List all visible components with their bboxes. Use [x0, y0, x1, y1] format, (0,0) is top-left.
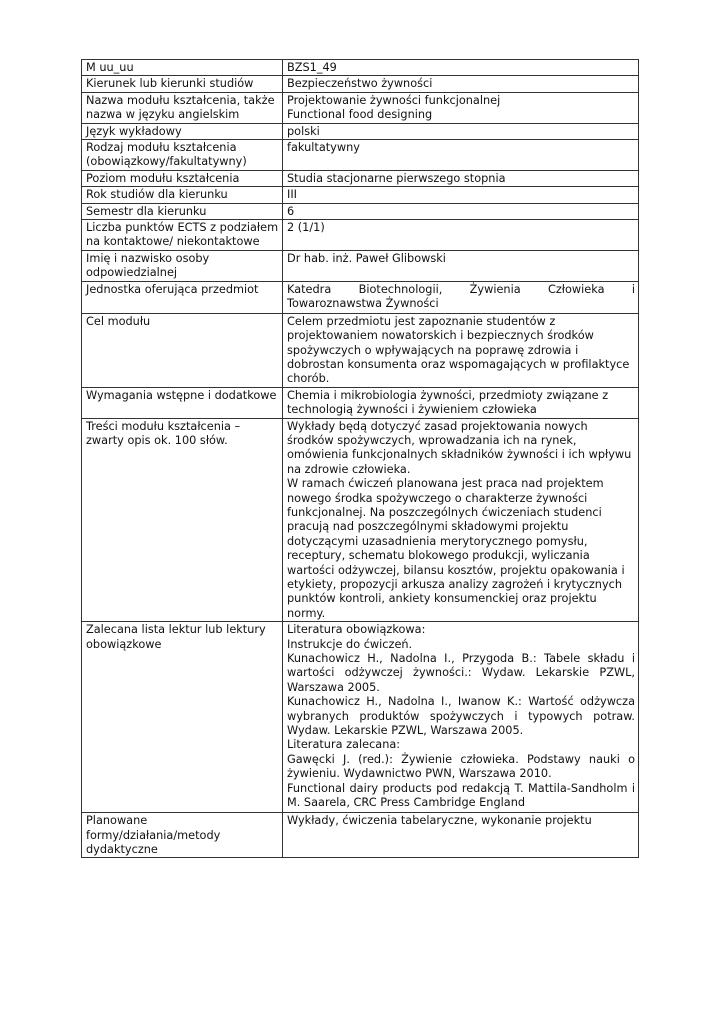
row-label: M uu_uu [82, 60, 283, 76]
row-value [283, 220, 639, 251]
table-row [82, 60, 639, 76]
table-row [82, 313, 639, 387]
table-row [82, 418, 639, 622]
table-row [82, 187, 639, 203]
syllabus-table [81, 59, 639, 858]
row-value [283, 170, 639, 186]
table-row [82, 387, 639, 418]
value-line: Bezpieczeństwo żywności [287, 77, 433, 91]
course-syllabus [81, 59, 639, 858]
row-value [283, 76, 639, 92]
row-label: Rok studiów dla kierunku [82, 187, 283, 203]
value-line: Literatura zalecana: [287, 738, 401, 752]
row-value [283, 313, 639, 387]
table-row [82, 281, 639, 313]
row-label: Treści modułu kształcenia – zwarty opis ok. 100 słów. [82, 418, 283, 622]
row-value [283, 250, 639, 281]
row-label: Zalecana lista lektur lub lektury obowiązkowe [82, 622, 283, 813]
row-label: Rodzaj modułu kształcenia (obowiązkowy/fakultatywny) [82, 140, 283, 171]
row-value [283, 387, 639, 418]
value-line: Katedra Biotechnologii, Żywienia Człowieka i Towaroznawstwa Żywności [287, 282, 635, 311]
row-value [283, 140, 639, 171]
row-value [283, 418, 639, 622]
row-label: Imię i nazwisko osoby odpowiedzialnej [82, 250, 283, 281]
row-label: Nazwa modułu kształcenia, także nazwa w języku angielskim [82, 92, 283, 123]
row-label: Semestr dla kierunku [82, 203, 283, 219]
value-line: 2 (1/1) [287, 221, 325, 235]
value-line: Functional food designing [287, 108, 433, 122]
value-line: BZS1_49 [287, 61, 337, 74]
table-row [82, 92, 639, 123]
table-row [82, 123, 639, 139]
value-line: Gawęcki J. (red.): Żywienie człowieka. Podstawy nauki o żywieniu. Wydawnictwo PWN, Warszawa 2010. [287, 752, 635, 781]
value-line: Literatura obowiązkowa: [287, 623, 426, 637]
row-value [283, 92, 639, 123]
table-row [82, 220, 639, 251]
row-value [283, 813, 639, 858]
value-line: III [287, 188, 297, 202]
row-value [283, 187, 639, 203]
row-value [283, 60, 639, 76]
table-row [82, 813, 639, 858]
value-line: Kunachowicz H., Nadolna I., Iwanow K.: Wartość odżywcza wybranych produktów spożywczych i typowych potraw. Wydaw. Lekarskie PZWL, Warszawa 2005. [287, 695, 635, 738]
value-line: Wykłady będą dotyczyć zasad projektowania nowych środków spożywczych, wprowadzania ich na rynek, omówienia funkcjonalnych składników żywności i ich wpływu na zdrowie człowieka. [287, 419, 632, 476]
value-line: Studia stacjonarne pierwszego stopnia [287, 171, 506, 185]
value-line: Chemia i mikrobiologia żywności, przedmioty związane z technologią żywności i żywieniem człowieka [287, 388, 609, 417]
table-row [82, 170, 639, 186]
table-row [82, 250, 639, 281]
row-label: Planowane formy/działania/metody dydaktyczne [82, 813, 283, 858]
row-value [283, 203, 639, 219]
value-line: W ramach ćwiczeń planowana jest praca nad projektem nowego środka spożywczego o charakterze żywności funkcjonalnej. Na poszczególnych ćwiczeniach studenci pracują nad poszczególnymi składowymi projektu dotyczącymi uzasadnienia merytorycznego pomysłu, receptury, schematu blokowego produkcji, wyliczania wartości odżywczej, bilansu kosztów, projektu opakowania i etykiety, propozycji arkusza analizy zagrożeń i krytycznych punktów kontroli, ankiety konsumenckiej oraz projektu normy. [287, 477, 625, 620]
table-row [82, 203, 639, 219]
value-line: Dr hab. inż. Paweł Glibowski [287, 251, 446, 265]
row-label: Poziom modułu kształcenia [82, 170, 283, 186]
value-line: Wykłady, ćwiczenia tabelaryczne, wykonanie projektu [287, 814, 592, 828]
value-line: Projektowanie żywności funkcjonalnej [287, 93, 501, 107]
value-line: Celem przedmiotu jest zapoznanie studentów z projektowaniem nowatorskich i bezpiecznych środków spożywczych o wpływających na poprawę zdrowia i dobrostan konsumenta oraz wspomagających w profilaktyce chorób. [287, 314, 630, 386]
table-row [82, 76, 639, 92]
row-label: Język wykładowy [82, 123, 283, 139]
value-line: 6 [287, 204, 295, 218]
row-label: Jednostka oferująca przedmiot [82, 281, 283, 313]
value-line: Instrukcje do ćwiczeń. [287, 637, 413, 651]
value-line: polski [287, 124, 320, 138]
row-value [283, 281, 639, 313]
table-row [82, 140, 639, 171]
row-label: Kierunek lub kierunki studiów [82, 76, 283, 92]
table-row [82, 622, 639, 813]
value-line: Kunachowicz H., Nadolna I., Przygoda B.: Tabele składu i wartości odżywczej żywności.: Wydaw. Lekarskie PZWL, Warszawa 2005. [287, 652, 635, 694]
row-value [283, 123, 639, 139]
row-label: Cel modułu [82, 313, 283, 387]
row-value [283, 622, 639, 813]
row-label: Liczba punktów ECTS z podziałem na kontaktowe/ niekontaktowe [82, 220, 283, 251]
value-line: Functional dairy products pod redakcją T. Mattila-Sandholm i M. Saarela, CRC Press Cambridge England [287, 781, 635, 810]
row-label: Wymagania wstępne i dodatkowe [82, 387, 283, 418]
value-line: fakultatywny [287, 141, 360, 155]
